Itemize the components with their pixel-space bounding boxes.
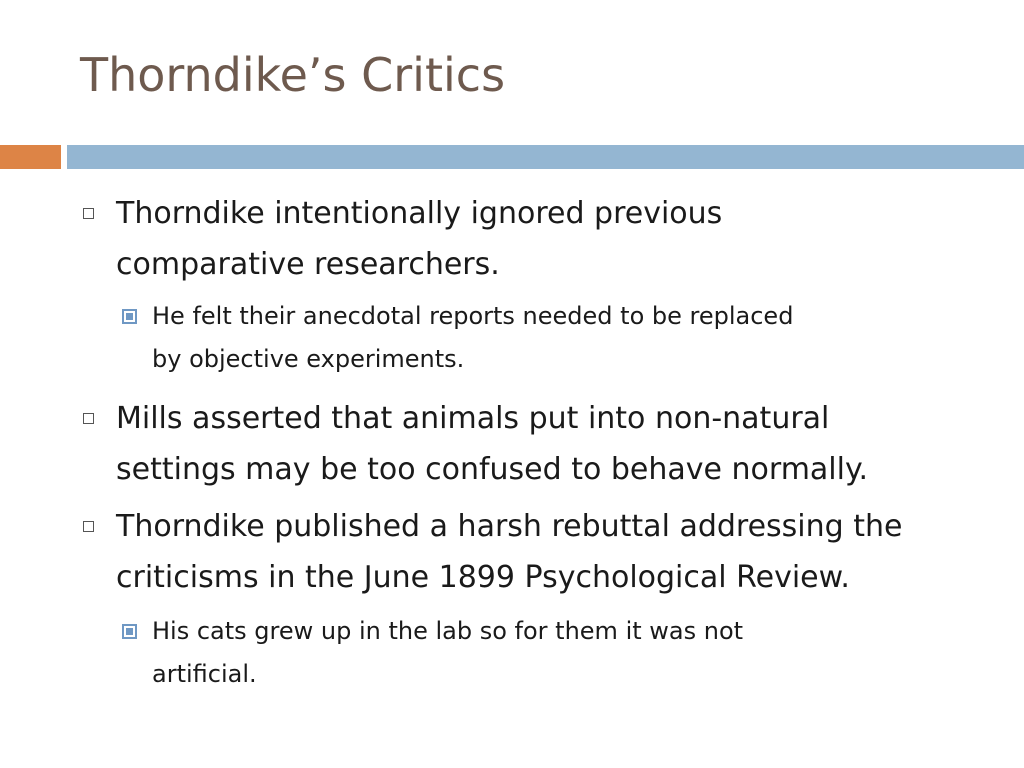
- bullet-text: Mills asserted that animals put into non-natural settings may be too confused to behave normally.: [116, 401, 868, 487]
- hollow-square-icon: [83, 413, 94, 424]
- bullet-item: [116, 188, 986, 290]
- hollow-square-icon: [83, 208, 94, 219]
- hollow-square-icon: [83, 521, 94, 532]
- bullet-text: Thorndike intentionally ignored previous comparative researchers.: [116, 196, 723, 282]
- bullet-text: Thorndike published a harsh rebuttal addressing the criticisms in the June 1899 Psychological Review.: [116, 509, 903, 595]
- bullet-item: [116, 501, 986, 603]
- slide-title: Thorndike’s Critics: [80, 48, 506, 102]
- bullet-item: [116, 393, 986, 495]
- filled-square-icon: [122, 624, 137, 639]
- sub-bullet-item: [152, 610, 972, 696]
- sub-bullet-item: [152, 295, 972, 381]
- sub-bullet-text: His cats grew up in the lab so for them it was not artificial.: [152, 617, 744, 688]
- filled-square-icon: [122, 309, 137, 324]
- sub-bullet-text: He felt their anecdotal reports needed to be replaced by objective experiments.: [152, 302, 794, 373]
